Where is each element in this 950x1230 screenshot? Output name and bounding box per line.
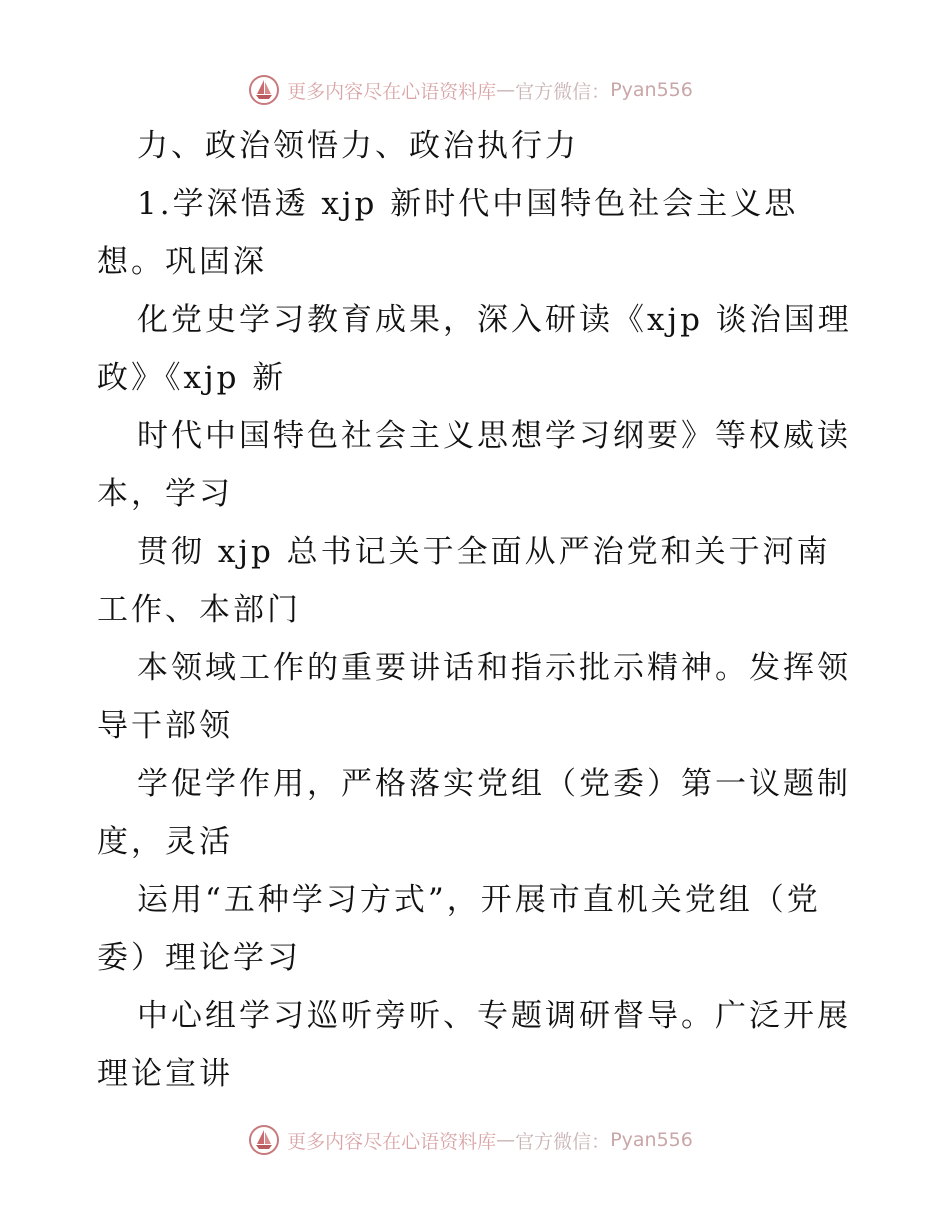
text-line: 本，学习: [97, 476, 233, 512]
text-line: 理论宣讲: [97, 1056, 233, 1092]
text-line: 中心组学习巡听旁听、专题调研督导。广泛开展: [137, 998, 851, 1034]
text-line: 力、政治领悟力、政治执行力: [137, 128, 579, 164]
sailing-logo-icon: [247, 1123, 281, 1157]
watermark-brand: 更多内容尽在心语资料库: [287, 80, 497, 103]
watermark-brand: 更多内容尽在心语资料库: [287, 1130, 497, 1153]
header-watermark: [0, 70, 950, 110]
watermark-label: 官方微信：: [515, 1130, 611, 1153]
watermark-label: 官方微信：: [515, 80, 611, 103]
text-line: 时代中国特色社会主义思想学习纲要》等权威读: [137, 418, 851, 454]
watermark-account: Pyan556: [610, 79, 693, 101]
text-line: 贯彻 xjp 总书记关于全面从严治党和关于河南: [137, 534, 831, 570]
text-line: 1.学深悟透 xjp 新时代中国特色社会主义思: [137, 186, 799, 222]
watermark-separator: —: [496, 1129, 516, 1151]
watermark-separator: —: [496, 79, 516, 101]
footer-watermark: [0, 1120, 950, 1160]
text-line: 本领域工作的重要讲话和指示批示精神。发挥领: [137, 650, 851, 686]
text-line: 导干部领: [97, 708, 233, 744]
sailing-logo-icon: [247, 73, 281, 107]
text-line: 工作、本部门: [97, 592, 301, 628]
text-line: 运用“五种学习方式”，开展市直机关党组（党: [137, 882, 821, 918]
watermark-account: Pyan556: [610, 1129, 693, 1151]
text-line: 度，灵活: [97, 824, 233, 860]
text-line: 政》《xjp 新: [97, 360, 287, 396]
text-line: 想。巩固深: [97, 244, 267, 280]
text-line: 学促学作用，严格落实党组（党委）第一议题制: [137, 766, 851, 802]
text-line: 化党史学习教育成果，深入研读《xjp 谈治国理: [137, 302, 852, 338]
text-line: 委）理论学习: [97, 940, 301, 976]
document-body: [97, 117, 877, 1103]
